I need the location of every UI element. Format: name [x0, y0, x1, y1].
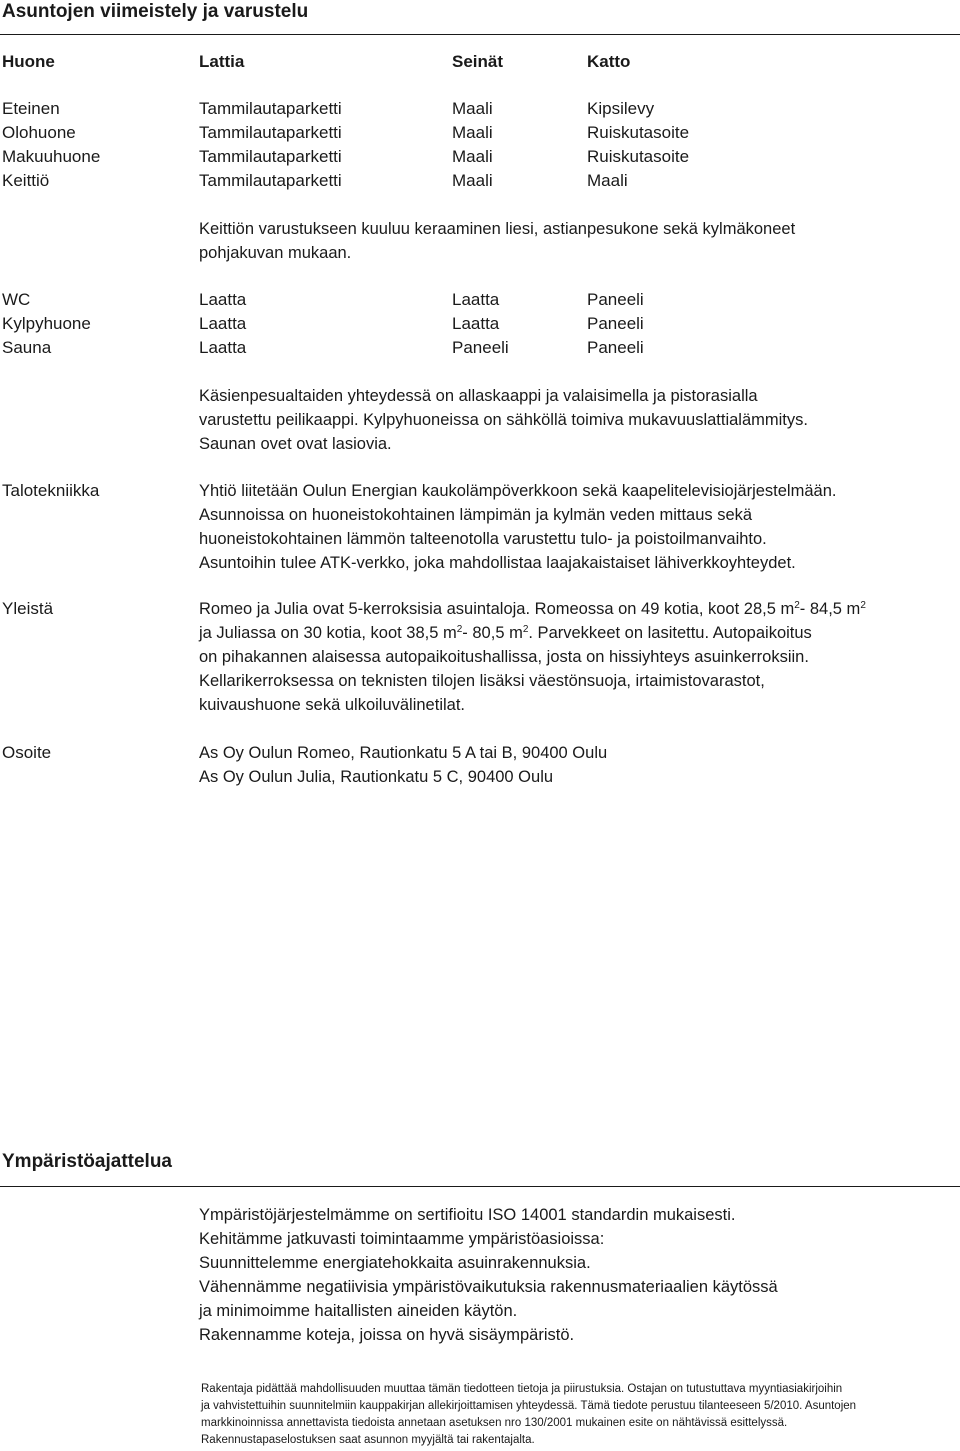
yleista-text: [199, 597, 866, 717]
text-line: huoneistokohtainen lämmön talteenotolla varustettu tulo- ja poistoilmanvaihto.: [199, 530, 767, 548]
text-line: Suunnittelemme energiatehokkaita asuinrakennuksia.: [199, 1254, 591, 1272]
text-line: ja minimoimme haitallisten aineiden käytön.: [199, 1302, 518, 1320]
walls-cell: Maali: [452, 123, 493, 142]
column-header-room: Huone: [2, 52, 55, 71]
superscript: 2: [522, 624, 529, 635]
text-span: ja Juliassa on 30 kotia, koot 38,5 m: [199, 624, 457, 642]
room-cell: Kylpyhuone: [2, 314, 91, 333]
osoite-label: Osoite: [2, 743, 52, 762]
ceiling-cell: Kipsilevy: [587, 99, 655, 118]
floor-cell: Tammilautaparketti: [199, 123, 342, 142]
text-line: [199, 621, 866, 645]
talotekniikka-text: [199, 479, 836, 575]
walls-cell: Paneeli: [452, 338, 509, 357]
note-line: Käsienpesualtaiden yhteydessä on allaskaappi ja valaisimella ja pistorasialla: [199, 387, 758, 405]
note-line: pohjakuvan mukaan.: [199, 244, 352, 262]
ceiling-cell: Paneeli: [587, 290, 644, 309]
bathroom-note: [199, 384, 808, 456]
ceiling-cell: Paneeli: [587, 314, 644, 333]
superscript: 2: [860, 600, 866, 611]
room-cell: Sauna: [2, 338, 52, 357]
text-line: Vähennämme negatiivisia ympäristövaikutuksia rakennusmateriaalien käytössä: [199, 1278, 778, 1296]
text-line: Asunnoissa on huoneistokohtainen lämpimän ja kylmän veden mittaus sekä: [199, 506, 753, 524]
note-line: Keittiön varustukseen kuuluu keraaminen liesi, astianpesukone sekä kylmäkoneet: [199, 220, 796, 238]
column-header-ceiling: Katto: [587, 52, 631, 71]
disclaimer: [201, 1381, 856, 1449]
text-span: . Parvekkeet on lasitettu. Autopaikoitus: [528, 624, 812, 642]
room-cell: WC: [2, 290, 31, 309]
kitchen-note: [199, 217, 795, 265]
floor-cell: Laatta: [199, 290, 247, 309]
superscript: 2: [456, 624, 463, 635]
section-divider: [0, 34, 960, 35]
walls-cell: Maali: [452, 99, 493, 118]
section-title: Ympäristöajattelua: [2, 1151, 172, 1172]
address-line: As Oy Oulun Julia, Rautionkatu 5 C, 90400 Oulu: [199, 768, 554, 786]
floor-cell: Tammilautaparketti: [199, 99, 342, 118]
text-line: Kellarikerroksessa on teknisten tilojen lisäksi väestönsuoja, irtaimistovarastot,: [199, 672, 765, 690]
address-line: As Oy Oulun Romeo, Rautionkatu 5 A tai B, 90400 Oulu: [199, 744, 608, 762]
disclaimer-line: markkinoinnissa annettavista tiedoista annetaan asetuksen nro 130/2001 mukainen esite on nähtävissä esittelyssä.: [201, 1417, 788, 1429]
text-line: [199, 597, 866, 621]
disclaimer-line: ja vahvistettuihin suunnitelmiin kauppakirjan allekirjoittamisen yhteydessä. Tämä tiedote perustuu tilanteeseen 5/2010. Asuntojen: [201, 1400, 857, 1412]
disclaimer-line: Rakentaja pidättää mahdollisuuden muuttaa tämän tiedotteen tietoja ja piirustuksia. Ostajan on tutustuttava myyntiasiakirjoihin: [201, 1383, 843, 1395]
floor-cell: Laatta: [199, 338, 247, 357]
room-cell: Eteinen: [2, 99, 60, 118]
ceiling-cell: Paneeli: [587, 338, 644, 357]
room-cell: Keittiö: [2, 171, 50, 190]
text-line: Rakennamme koteja, joissa on hyvä sisäympäristö.: [199, 1326, 575, 1344]
room-cell: Olohuone: [2, 123, 76, 142]
text-line: Kehitämme jatkuvasti toimintaamme ympäristöasioissa:: [199, 1230, 605, 1248]
floor-cell: Laatta: [199, 314, 247, 333]
text-line: kuivaushuone sekä ulkoiluvälinetilat.: [199, 696, 465, 714]
text-line: on pihakannen alaisessa autopaikoitushallissa, josta on hissiyhteys asuinkerroksiin.: [199, 648, 809, 666]
column-header-walls: Seinät: [452, 52, 504, 71]
disclaimer-line: Rakennustapaselostuksen saat asunnon myyjältä tai rakentajalta.: [201, 1434, 535, 1446]
superscript: 2: [794, 600, 800, 611]
ceiling-cell: Ruiskutasoite: [587, 147, 690, 166]
environment-text: [199, 1203, 778, 1347]
yleista-label: Yleistä: [2, 599, 54, 618]
talotekniikka-label: Talotekniikka: [2, 481, 100, 500]
note-line: Saunan ovet ovat lasiovia.: [199, 435, 392, 453]
ceiling-cell: Ruiskutasoite: [587, 123, 690, 142]
floor-cell: Tammilautaparketti: [199, 147, 342, 166]
room-cell: Makuuhuone: [2, 147, 101, 166]
osoite-text: [199, 741, 607, 789]
text-line: Ympäristöjärjestelmämme on sertifioitu ISO 14001 standardin mukaisesti.: [199, 1206, 736, 1224]
text-span: - 80,5 m: [462, 624, 523, 642]
section-divider: [0, 1186, 960, 1187]
ceiling-cell: Maali: [587, 171, 628, 190]
section-title: Asuntojen viimeistely ja varustelu: [2, 1, 309, 22]
note-line: varustettu peilikaappi. Kylpyhuoneissa on sähköllä toimiva mukavuuslattialämmitys.: [199, 411, 808, 429]
walls-cell: Laatta: [452, 314, 500, 333]
walls-cell: Laatta: [452, 290, 500, 309]
column-header-floor: Lattia: [199, 52, 245, 71]
text-line: Yhtiö liitetään Oulun Energian kaukolämpöverkkoon sekä kaapelitelevisiojärjestelmään.: [199, 482, 837, 500]
text-span: - 84,5 m: [799, 600, 861, 618]
walls-cell: Maali: [452, 171, 493, 190]
walls-cell: Maali: [452, 147, 493, 166]
text-span: Romeo ja Julia ovat 5-kerroksisia asuintaloja. Romeossa on 49 kotia, koot 28,5 m: [199, 600, 795, 618]
floor-cell: Tammilautaparketti: [199, 171, 342, 190]
text-line: Asuntoihin tulee ATK-verkko, joka mahdollistaa laajakaistaiset lähiverkkoyhteydet.: [199, 554, 796, 572]
